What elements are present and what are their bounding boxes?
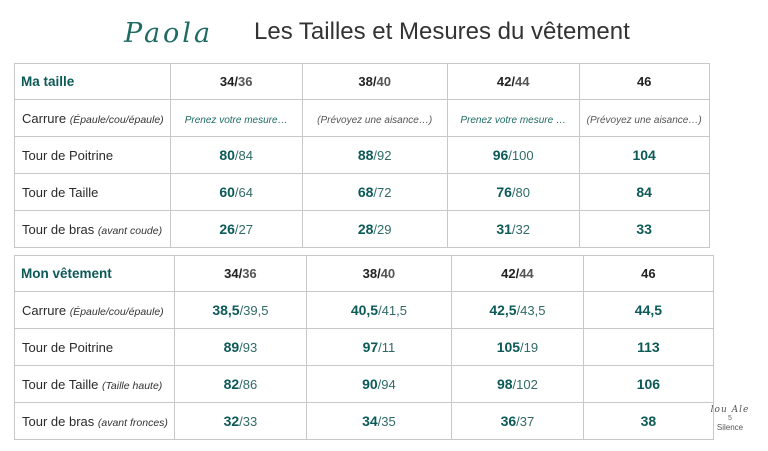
table-row bbox=[15, 100, 710, 137]
table-cell: 105/19 bbox=[451, 329, 583, 366]
row-label: Tour de Poitrine bbox=[15, 329, 175, 366]
size-header: 42/44 bbox=[451, 256, 583, 292]
pattern-name: Paola bbox=[124, 18, 214, 49]
table-cell: 40,5/41,5 bbox=[306, 292, 451, 329]
table-row bbox=[15, 366, 714, 403]
row-label: Tour de Taille bbox=[15, 174, 171, 211]
table-cell: 76/80 bbox=[447, 174, 579, 211]
table-row bbox=[15, 174, 710, 211]
table-cell: 80/84 bbox=[170, 137, 302, 174]
row-label: Tour de bras (avant coude) bbox=[15, 211, 171, 248]
size-header: 46 bbox=[579, 64, 709, 100]
table-cell: 34/35 bbox=[306, 403, 451, 440]
table-cell: 33 bbox=[579, 211, 709, 248]
table-cell: 90/94 bbox=[306, 366, 451, 403]
size-header: 46 bbox=[583, 256, 713, 292]
size-header: 34/36 bbox=[170, 64, 302, 100]
table-cell: 68/72 bbox=[302, 174, 447, 211]
logo-wordmark: Silence bbox=[716, 423, 744, 432]
table-cell: 28/29 bbox=[302, 211, 447, 248]
table-cell: 106 bbox=[583, 366, 713, 403]
table-cell: Prenez votre mesure… bbox=[170, 100, 302, 137]
table-cell: 104 bbox=[579, 137, 709, 174]
table-cell: 38,5/39,5 bbox=[174, 292, 306, 329]
table-row bbox=[15, 211, 710, 248]
logo-signature: lou Ale bbox=[710, 405, 750, 415]
table-row bbox=[15, 292, 714, 329]
table-cell: 97/11 bbox=[306, 329, 451, 366]
table-cell: 82/86 bbox=[174, 366, 306, 403]
table-ma-taille bbox=[14, 63, 710, 248]
table-header-row bbox=[15, 256, 714, 292]
row-label: Carrure (Épaule/cou/épaule) bbox=[15, 100, 171, 137]
brand-logo bbox=[706, 405, 754, 441]
table-cell: Prenez votre mesure … bbox=[447, 100, 579, 137]
table-row bbox=[15, 137, 710, 174]
logo-mark: 5 bbox=[728, 415, 732, 422]
row-label: Carrure (Épaule/cou/épaule) bbox=[15, 292, 175, 329]
table-cell: 26/27 bbox=[170, 211, 302, 248]
table-cell: 44,5 bbox=[583, 292, 713, 329]
table-cell: 96/100 bbox=[447, 137, 579, 174]
table-cell: 89/93 bbox=[174, 329, 306, 366]
row-label: Tour de Taille (Taille haute) bbox=[15, 366, 175, 403]
section-title: Mon vêtement bbox=[15, 256, 175, 292]
table-row bbox=[15, 403, 714, 440]
table-cell: 31/32 bbox=[447, 211, 579, 248]
table-row bbox=[15, 329, 714, 366]
section-title: Ma taille bbox=[15, 64, 171, 100]
table-cell: 98/102 bbox=[451, 366, 583, 403]
page-header bbox=[0, 10, 768, 56]
table-cell: 84 bbox=[579, 174, 709, 211]
size-header: 38/40 bbox=[306, 256, 451, 292]
page-title: Les Tailles et Mesures du vêtement bbox=[254, 18, 630, 45]
row-label: Tour de bras (avant fronces) bbox=[15, 403, 175, 440]
size-header: 38/40 bbox=[302, 64, 447, 100]
table-cell: 88/92 bbox=[302, 137, 447, 174]
row-label: Tour de Poitrine bbox=[15, 137, 171, 174]
table-cell: 32/33 bbox=[174, 403, 306, 440]
size-header: 42/44 bbox=[447, 64, 579, 100]
table-cell: 38 bbox=[583, 403, 713, 440]
table-cell: (Prévoyez une aisance…) bbox=[579, 100, 709, 137]
table-cell: 60/64 bbox=[170, 174, 302, 211]
table-cell: 42,5/43,5 bbox=[451, 292, 583, 329]
table-cell: 113 bbox=[583, 329, 713, 366]
size-header: 34/36 bbox=[174, 256, 306, 292]
table-cell: 36/37 bbox=[451, 403, 583, 440]
table-header-row bbox=[15, 64, 710, 100]
table-cell: (Prévoyez une aisance…) bbox=[302, 100, 447, 137]
table-mon-vetement bbox=[14, 255, 714, 440]
